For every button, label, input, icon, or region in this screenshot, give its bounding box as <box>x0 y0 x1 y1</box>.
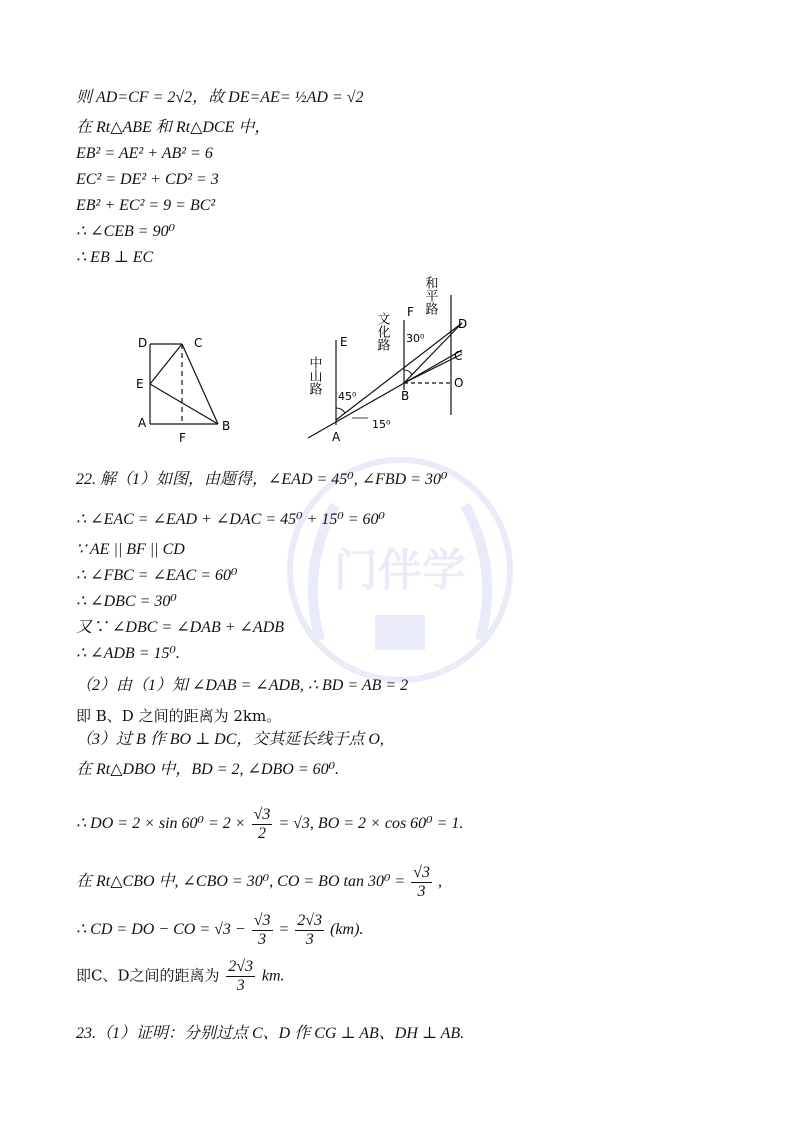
fraction-sqrt3-over-3-b: $\frac{√3}{3}$ <box>253 912 271 948</box>
text-line-11: ∴ ∠FBC = ∠EAC = 60⁰ <box>76 567 238 584</box>
label-b: B <box>222 419 231 433</box>
eq19-right: = √3, BO = 2 × cos 60⁰ = 1. <box>278 815 464 833</box>
text-line-22 <box>76 958 285 995</box>
text-line-23: 23.（1）证明：分别过点 C、D 作 CG ⊥ AB、DH ⊥ AB. <box>76 1025 465 1042</box>
text-line-17: （3）过 B 作 BO ⊥ DC，交其延长线于点 O, <box>76 731 384 748</box>
fraction-2sqrt3-over-3-final: $\frac{2√3}{3}$ <box>228 958 254 994</box>
point-a: A <box>332 430 341 444</box>
road-label-wenhua: 文化路 <box>374 312 390 351</box>
angle-15-label: 15⁰ <box>372 418 391 431</box>
label-d: D <box>138 336 148 350</box>
angle-30-label: 30⁰ <box>406 332 425 345</box>
eq21-left: ∴ CD = DO − CO = √3 − <box>76 921 246 939</box>
text-line-19 <box>76 806 463 843</box>
point-c: C <box>454 349 463 363</box>
fraction-sqrt3-over-2: $\frac{√3}{2}$ <box>253 806 271 842</box>
figure-trapezoid <box>130 330 240 445</box>
figure-roads <box>300 270 485 450</box>
eq20-left: 在 Rt△CBO 中, ∠CBO = 30⁰, CO = BO tan 30⁰ = <box>76 873 406 891</box>
text-line-7: ∴ EB ⊥ EC <box>76 249 154 266</box>
text-line-5: EB² + EC² = 9 = BC² <box>76 197 216 214</box>
text-line-18: 在 Rt△DBO 中，BD = 2, ∠DBO = 60⁰. <box>76 761 340 778</box>
point-o: O <box>454 376 464 390</box>
point-f: F <box>407 305 414 319</box>
road-label-heping: 和平路 <box>422 276 438 315</box>
label-a: A <box>138 416 147 430</box>
text-line-20 <box>76 864 442 901</box>
eq21-right: (km). <box>330 921 364 939</box>
angle-45-label: 45⁰ <box>338 390 357 403</box>
eq22-right: km. <box>261 967 285 985</box>
watermark-text: 门伴学 <box>334 545 466 596</box>
fraction-sqrt3-over-3: $\frac{√3}{3}$ <box>413 864 430 900</box>
point-d: D <box>458 317 468 331</box>
eq21-equals: = <box>278 921 290 939</box>
text-line-10: ∵ AE || BF || CD <box>76 541 185 558</box>
text-line-14: ∴ ∠ADB = 15⁰. <box>76 645 180 662</box>
point-b: B <box>401 389 410 403</box>
eq19-left: ∴ DO = 2 × sin 60⁰ = 2 × <box>76 815 246 833</box>
eq20-right: , <box>437 873 442 891</box>
road-label-zhongshan: 中山路 <box>306 356 322 395</box>
point-e: E <box>340 335 348 349</box>
label-e: E <box>136 377 144 391</box>
eq22-left: 即C、D之间的距离为 <box>76 966 220 985</box>
text-line-1: 则 AD=CF = 2√2，故 DE=AE= ½AD = √2 <box>76 89 364 106</box>
label-c: C <box>194 336 203 350</box>
text-line-8: 22. 解（1）如图，由题得，∠EAD = 45⁰, ∠FBD = 30⁰ <box>76 471 448 488</box>
text-line-6: ∴ ∠CEB = 90⁰ <box>76 223 176 240</box>
text-line-15: （2）由（1）知 ∠DAB = ∠ADB, ∴ BD = AB = 2 <box>76 677 409 694</box>
fraction-2sqrt3-over-3: $\frac{2√3}{3}$ <box>297 912 323 948</box>
text-line-16: 即 B、D 之间的距离为 2km。 <box>76 707 282 725</box>
text-line-9: ∴ ∠EAC = ∠EAD + ∠DAC = 45⁰ + 15⁰ = 60⁰ <box>76 511 385 528</box>
text-line-4: EC² = DE² + CD² = 3 <box>76 171 219 188</box>
text-line-13: 又∵ ∠DBC = ∠DAB + ∠ADB <box>76 619 285 636</box>
text-line-2: 在 Rt△ABE 和 Rt△DCE 中， <box>76 119 271 136</box>
text-line-12: ∴ ∠DBC = 30⁰ <box>76 593 177 610</box>
label-f: F <box>179 431 186 445</box>
text-line-3: EB² = AE² + AB² = 6 <box>76 145 213 162</box>
text-line-21 <box>76 912 363 949</box>
